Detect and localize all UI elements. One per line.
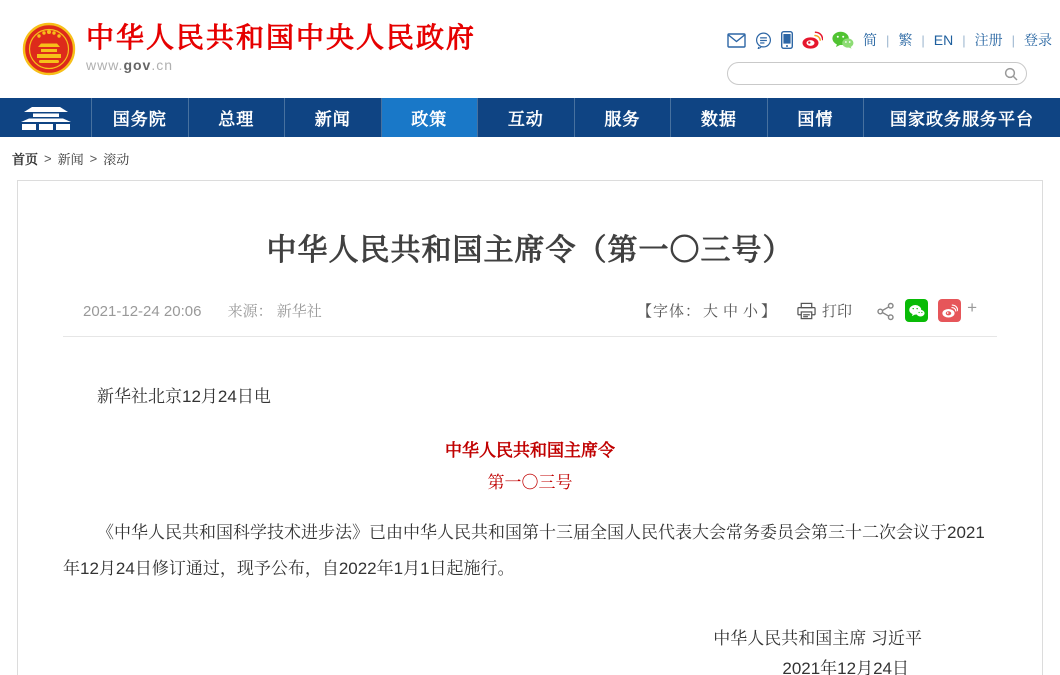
site-branding	[22, 22, 476, 76]
font-control-suffix: 】	[761, 303, 778, 320]
comment-icon[interactable]	[755, 32, 772, 49]
site-text	[86, 22, 476, 73]
share-more-button[interactable]: +	[967, 298, 977, 317]
article-body	[63, 379, 997, 675]
site-url-prefix: www.	[86, 57, 124, 74]
font-medium-button[interactable]: 中	[723, 303, 740, 320]
lang-english-link[interactable]: EN	[933, 32, 954, 48]
breadcrumb	[0, 137, 1060, 180]
divider	[63, 336, 997, 337]
breadcrumb-separator: >	[44, 151, 52, 166]
nav-item-services[interactable]: 服务	[575, 98, 672, 137]
link-separator: |	[886, 32, 890, 48]
lang-traditional-link[interactable]: 繁	[898, 32, 913, 48]
mail-icon[interactable]	[727, 33, 746, 48]
nav-item-interaction[interactable]: 互动	[478, 98, 575, 137]
mobile-icon[interactable]	[781, 31, 793, 49]
signature: 中华人民共和国主席 习近平	[713, 629, 922, 648]
nav-home-tiananmen-icon[interactable]	[0, 98, 92, 137]
site-url-gov: gov	[123, 57, 152, 74]
wechat-icon	[909, 304, 925, 318]
site-title[interactable]: 中华人民共和国中央人民政府	[86, 22, 477, 53]
print-button[interactable]	[797, 300, 852, 321]
site-url[interactable]	[86, 57, 476, 73]
weibo-icon[interactable]	[802, 31, 823, 49]
decree-number: 第一〇三号	[487, 473, 573, 492]
article-toolbar	[637, 299, 977, 322]
decree-paragraph: 《中华人民共和国科学技术进步法》已由中华人民共和国第十三届全国人民代表大会常务委员会第三十二次会议于2021年12月24日修订通过，现予公布，自2022年1月1日起施行。	[63, 523, 985, 578]
share-weibo-button[interactable]	[938, 299, 961, 322]
share-buttons	[876, 299, 977, 322]
decree-title: 中华人民共和国主席令	[445, 441, 615, 460]
header-tools	[727, 22, 1053, 85]
source-label: 来源：	[227, 303, 273, 320]
article-meta-row	[63, 299, 997, 322]
main-nav	[0, 98, 1060, 137]
font-large-button[interactable]: 大	[702, 303, 719, 320]
login-link[interactable]: 登录	[1024, 32, 1053, 48]
breadcrumb-separator: >	[89, 151, 98, 166]
source-name[interactable]: 新华社	[276, 303, 322, 320]
nav-item-national-conditions[interactable]: 国情	[768, 98, 865, 137]
breadcrumb-scroll[interactable]: 滚动	[103, 152, 130, 167]
article-meta	[83, 300, 322, 321]
link-separator: |	[962, 32, 966, 48]
search-box[interactable]	[727, 62, 1027, 85]
nav-item-policy[interactable]: 政策	[382, 98, 479, 137]
article-card	[17, 180, 1043, 675]
breadcrumb-news[interactable]: 新闻	[57, 152, 84, 167]
font-control-prefix: 【字体：	[636, 303, 701, 320]
search-input[interactable]	[740, 64, 995, 83]
nav-item-news[interactable]: 新闻	[285, 98, 382, 137]
header-quick-links	[727, 30, 1053, 50]
article-title: 中华人民共和国主席令（第一〇三号）	[266, 234, 794, 267]
nav-item-data[interactable]: 数据	[671, 98, 768, 137]
site-url-suffix: .cn	[151, 57, 174, 74]
lang-simplified-link[interactable]: 简	[863, 32, 877, 48]
font-size-control	[637, 300, 777, 321]
nav-item-premier[interactable]: 总理	[189, 98, 286, 137]
breadcrumb-home[interactable]: 首页	[12, 152, 39, 167]
site-header	[0, 0, 1060, 98]
nav-item-gov-service-platform[interactable]: 国家政务服务平台	[890, 110, 1035, 129]
share-icon[interactable]	[876, 302, 895, 321]
nav-item-state-council[interactable]: 国务院	[92, 98, 189, 137]
link-separator: |	[1011, 32, 1016, 48]
search-icon[interactable]	[1004, 67, 1018, 81]
signature-date: 2021年12月24日	[782, 659, 909, 675]
share-wechat-button[interactable]	[905, 299, 928, 322]
register-link[interactable]: 注册	[974, 32, 1003, 48]
print-label: 打印	[822, 303, 853, 320]
weibo-icon	[942, 304, 958, 318]
wechat-icon[interactable]	[832, 31, 854, 49]
dateline: 新华社北京12月24日电	[97, 387, 271, 406]
link-separator: |	[921, 32, 925, 48]
national-emblem-logo[interactable]	[22, 22, 76, 76]
printer-icon	[797, 302, 816, 320]
publish-date: 2021-12-24 20:06	[83, 303, 202, 320]
font-small-button[interactable]: 小	[743, 303, 760, 320]
